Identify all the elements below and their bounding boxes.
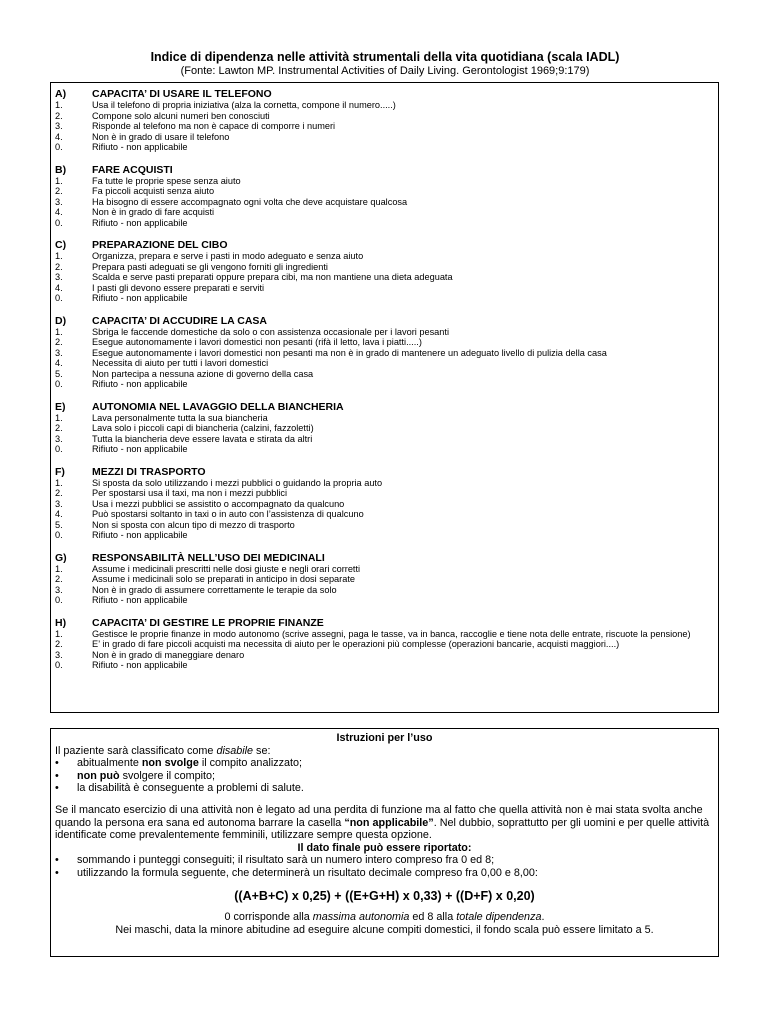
bullet-icon: • xyxy=(55,854,59,867)
item-row xyxy=(55,488,715,499)
item-score: 2. xyxy=(55,337,63,347)
item-score: 2. xyxy=(55,639,63,649)
item-description: Compone solo alcuni numeri ben conosciuti xyxy=(92,110,270,121)
item-description: Si sposta da solo utilizzando i mezzi pubblici o guidando la propria auto xyxy=(92,477,383,488)
item-row xyxy=(55,413,715,424)
paragraph-text: Se il mancato esercizio di una attività non è legato ad una perdita di funzione ma al fatto che quella attività non è mai stata svolta anche quando la persona era sana ed autonoma barrare la casella xyxy=(55,803,703,829)
item-row xyxy=(55,650,715,661)
item-score: 2. xyxy=(55,261,63,272)
item-description: Non è in grado di fare acquisti xyxy=(92,207,215,217)
criteria-text-part: il compito analizzato; xyxy=(198,757,303,770)
item-description: Esegue autonomamente i lavori domestici non pesanti (rifà il letto, lava i piatti.....) xyxy=(92,337,422,347)
item-score: 0. xyxy=(55,217,63,228)
criteria-item xyxy=(55,782,714,795)
section-d xyxy=(55,315,715,390)
section-heading xyxy=(55,401,715,413)
item-description: Risponde al telefono ma non è capace di comporre i numeri xyxy=(92,121,336,131)
item-row xyxy=(55,530,715,541)
item-description: Può spostarsi soltanto in taxi o in auto con l’assistenza di qualcuno xyxy=(92,509,364,519)
section-letter: D) xyxy=(55,314,67,327)
item-score: 0. xyxy=(55,530,63,540)
item-row xyxy=(55,520,715,531)
section-a xyxy=(55,88,715,153)
item-row xyxy=(55,509,715,520)
section-heading xyxy=(55,164,715,176)
section-e xyxy=(55,401,715,455)
intro-text-end: se: xyxy=(253,744,271,757)
section-b xyxy=(55,164,715,229)
section-letter: B) xyxy=(55,163,67,176)
section-h xyxy=(55,617,715,671)
item-description: Tutta la biancheria deve essere lavata e stirata da altri xyxy=(92,433,313,444)
item-description: Organizza, prepara e serve i pasti in modo adeguato e senza aiuto xyxy=(92,251,364,261)
item-row xyxy=(55,186,715,197)
item-score: 4. xyxy=(55,207,63,217)
section-letter: F) xyxy=(55,465,65,478)
item-row xyxy=(55,499,715,510)
item-row xyxy=(55,293,715,304)
criteria-text xyxy=(77,770,215,783)
item-description: Rifiuto - non applicabile xyxy=(92,379,188,389)
item-description: Scalda e serve pasti preparati oppure prepara cibi, ma non mantiene una dieta adeguata xyxy=(92,272,453,282)
sections-list xyxy=(55,88,715,682)
item-row xyxy=(55,595,715,606)
item-description: Lava solo i piccoli capi di biancheria (calzini, fazzoletti) xyxy=(92,423,314,433)
item-row xyxy=(55,142,715,153)
final-score-option xyxy=(55,854,714,867)
item-description: Rifiuto - non applicabile xyxy=(92,293,188,303)
item-score: 1. xyxy=(55,477,63,488)
item-row xyxy=(55,369,715,380)
item-description: Rifiuto - non applicabile xyxy=(92,142,188,152)
item-row xyxy=(55,251,715,262)
criteria-text-part: svolgere il compito; xyxy=(119,769,215,782)
item-description: Non è in grado di usare il telefono xyxy=(92,131,230,142)
instructions-heading: Istruzioni per l’uso xyxy=(336,732,433,744)
item-score: 2. xyxy=(55,488,63,498)
item-row xyxy=(55,423,715,434)
item-row xyxy=(55,639,715,650)
note-text: . xyxy=(541,911,545,924)
item-row xyxy=(55,111,715,122)
item-row xyxy=(55,176,715,187)
item-score: 3. xyxy=(55,498,63,509)
section-heading xyxy=(55,315,715,327)
page-title: Indice di dipendenza nelle attività strumentali della vita quotidiana (scala IADL) xyxy=(150,50,620,64)
item-score: 4. xyxy=(55,131,63,142)
criteria-item xyxy=(55,770,714,783)
item-score: 2. xyxy=(55,186,63,196)
male-scale-note: Nei maschi, data la minore abitudine ad eseguire alcune compiti domestici, il fondo scala può essere limitato a 5. xyxy=(115,923,654,936)
item-description: Non si sposta con alcun tipo di mezzo di trasporto xyxy=(92,519,295,530)
item-score: 3. xyxy=(55,649,63,660)
criteria-text: la disabilità è conseguente a problemi di salute. xyxy=(77,782,304,795)
criteria-item xyxy=(55,757,714,770)
item-score: 3. xyxy=(55,347,63,358)
item-description: Esegue autonomamente i lavori domestici non pesanti ma non è in grado di mantenere un adeguato livello di pulizia della casa xyxy=(92,347,607,358)
section-g xyxy=(55,552,715,606)
item-row xyxy=(55,121,715,132)
section-heading xyxy=(55,88,715,100)
item-row xyxy=(55,629,715,640)
section-title: MEZZI DI TRASPORTO xyxy=(92,465,206,478)
item-row xyxy=(55,262,715,273)
note-emphasis: massima autonomia xyxy=(312,911,410,924)
section-title: CAPACITA’ DI USARE IL TELEFONO xyxy=(92,88,272,100)
criteria-text-part: abitualmente xyxy=(77,757,142,770)
item-row xyxy=(55,444,715,455)
item-score: 0. xyxy=(55,142,63,152)
score-range-note xyxy=(55,911,714,924)
item-row xyxy=(55,272,715,283)
bullet-icon: • xyxy=(55,782,59,795)
item-description: Usa il telefono di propria iniziativa (alza la cornetta, compone il numero.....) xyxy=(92,100,396,110)
item-description: Rifiuto - non applicabile xyxy=(92,595,188,605)
spacer xyxy=(55,795,714,804)
item-description: Rifiuto - non applicabile xyxy=(92,444,188,454)
page-subtitle: (Fonte: Lawton MP. Instrumental Activities of Daily Living. Gerontologist 1969;9:179) xyxy=(180,65,590,77)
note-text: ed 8 alla xyxy=(409,911,457,924)
scale-items-box xyxy=(50,82,719,713)
section-title: RESPONSABILITÀ NELL’USO DEI MEDICINALI xyxy=(92,551,325,564)
item-score: 2. xyxy=(55,423,63,433)
item-score: 4. xyxy=(55,509,63,519)
item-row xyxy=(55,358,715,369)
note-text: 0 corrisponde alla xyxy=(224,911,313,924)
item-description: Usa i mezzi pubblici se assistito o accompagnato da qualcuno xyxy=(92,498,345,509)
item-description: Non è in grado di maneggiare denaro xyxy=(92,649,245,660)
item-description: E’ in grado di fare piccoli acquisti ma necessita di aiuto per le operazioni più complesse (operazioni bancarie, acquisti maggiori....) xyxy=(92,639,620,649)
item-score: 0. xyxy=(55,595,63,605)
instructions-box xyxy=(50,728,719,957)
instructions-content xyxy=(55,732,714,936)
section-c xyxy=(55,239,715,304)
section-letter: E) xyxy=(55,400,66,413)
item-description: Necessita di aiuto per tutti i lavori domestici xyxy=(92,358,269,368)
item-score: 0. xyxy=(55,379,63,389)
item-description: Non partecipa a nessuna azione di governo della casa xyxy=(92,368,314,379)
item-row xyxy=(55,132,715,143)
criteria-bold: non può xyxy=(77,769,120,782)
bullet-icon: • xyxy=(55,769,59,782)
item-score: 5. xyxy=(55,519,63,530)
item-row xyxy=(55,337,715,348)
item-description: Prepara pasti adeguati se gli vengono forniti gli ingredienti xyxy=(92,261,328,272)
section-title: CAPACITA’ DI ACCUDIRE LA CASA xyxy=(92,314,268,327)
item-description: Fa tutte le proprie spese senza aiuto xyxy=(92,175,241,186)
item-description: Fa piccoli acquisti senza aiuto xyxy=(92,186,215,196)
item-description: Rifiuto - non applicabile xyxy=(92,530,188,540)
item-description: Gestisce le proprie finanze in modo autonomo (scrive assegni, paga le tasse, va in banca, raccoglie e tiene nota delle entrate, riscuote la pensione) xyxy=(92,628,691,639)
section-title: FARE ACQUISTI xyxy=(92,163,173,176)
item-description: Ha bisogno di essere accompagnato ogni volta che deve acquistare qualcosa xyxy=(92,196,408,207)
final-score-heading: Il dato finale può essere riportato: xyxy=(297,841,472,854)
item-description: Per spostarsi usa il taxi, ma non i mezzi pubblici xyxy=(92,488,288,498)
item-description: Sbriga le faccende domestiche da solo o con assistenza occasionale per i lavori pesanti xyxy=(92,326,449,337)
item-row xyxy=(55,574,715,585)
section-letter: A) xyxy=(55,88,67,100)
item-description: Lava personalmente tutta la sua biancheria xyxy=(92,412,268,423)
item-row xyxy=(55,585,715,596)
criteria-bold: non svolge xyxy=(141,757,199,770)
item-score: 2. xyxy=(55,110,63,121)
item-score: 3. xyxy=(55,196,63,207)
bullet-icon: • xyxy=(55,866,59,879)
item-row xyxy=(55,327,715,338)
item-score: 0. xyxy=(55,444,63,454)
bullet-icon: • xyxy=(55,757,59,770)
item-row xyxy=(55,478,715,489)
item-score: 1. xyxy=(55,628,63,639)
section-title: PREPARAZIONE DEL CIBO xyxy=(92,239,228,251)
item-score: 1. xyxy=(55,100,63,110)
item-row xyxy=(55,564,715,575)
item-row xyxy=(55,660,715,671)
section-heading xyxy=(55,466,715,478)
item-description: Rifiuto - non applicabile xyxy=(92,217,188,228)
section-heading xyxy=(55,239,715,251)
item-score: 1. xyxy=(55,563,63,574)
item-score: 4. xyxy=(55,358,63,368)
paragraph-bold: “non applicabile” xyxy=(344,816,434,829)
item-score: 3. xyxy=(55,121,63,131)
not-applicable-paragraph xyxy=(55,804,714,842)
section-title: CAPACITA’ DI GESTIRE LE PROPRIE FINANZE xyxy=(92,616,324,629)
item-description: I pasti gli devono essere preparati e serviti xyxy=(92,282,265,293)
item-score: 0. xyxy=(55,293,63,303)
section-heading xyxy=(55,552,715,564)
item-row xyxy=(55,218,715,229)
section-title: AUTONOMIA NEL LAVAGGIO DELLA BIANCHERIA xyxy=(92,400,344,413)
item-row xyxy=(55,283,715,294)
section-f xyxy=(55,466,715,541)
item-score: 0. xyxy=(55,660,63,670)
section-letter: C) xyxy=(55,239,67,251)
note-emphasis: totale dipendenza xyxy=(456,911,542,924)
item-description: Non è in grado di assumere correttamente le terapie da solo xyxy=(92,584,337,595)
section-heading xyxy=(55,617,715,629)
item-row xyxy=(55,348,715,359)
item-score: 1. xyxy=(55,251,63,261)
score-formula: ((A+B+C) x 0,25) + ((E+G+H) x 0,33) + ((D+F) x 0,20) xyxy=(234,888,535,903)
item-description: Assume i medicinali prescritti nelle dosi giuste e negli orari corretti xyxy=(92,563,361,574)
item-score: 1. xyxy=(55,175,63,186)
final-score-option xyxy=(55,867,714,880)
item-score: 2. xyxy=(55,574,63,584)
intro-emphasis: disabile xyxy=(216,744,254,757)
intro-text: Il paziente sarà classificato come xyxy=(55,744,217,757)
instructions-intro xyxy=(55,745,714,758)
item-row xyxy=(55,100,715,111)
item-score: 4. xyxy=(55,282,63,293)
section-letter: H) xyxy=(55,616,67,629)
item-row xyxy=(55,207,715,218)
item-score: 1. xyxy=(55,412,63,423)
paragraph-text-end: . Nel dubbio, soprattutto per gli uomini e per quelle attività identificate come prevalentemente femminili, utilizzare sempre questa opzione. xyxy=(55,816,710,842)
item-description: Rifiuto - non applicabile xyxy=(92,660,188,670)
item-row xyxy=(55,379,715,390)
option-text: utilizzando la formula seguente, che determinerà un risultato decimale compreso fra 0,00 e 8,00: xyxy=(77,866,538,879)
item-score: 5. xyxy=(55,368,63,379)
item-row xyxy=(55,197,715,208)
item-score: 3. xyxy=(55,433,63,444)
item-row xyxy=(55,434,715,445)
item-score: 3. xyxy=(55,272,63,282)
option-text: sommando i punteggi conseguiti; il risultato sarà un numero intero compreso fra 0 ed 8; xyxy=(77,854,495,867)
section-letter: G) xyxy=(55,551,67,564)
item-description: Assume i medicinali solo se preparati in anticipo in dosi separate xyxy=(92,574,356,584)
criteria-text xyxy=(77,757,302,770)
item-score: 1. xyxy=(55,326,63,337)
item-score: 3. xyxy=(55,584,63,595)
